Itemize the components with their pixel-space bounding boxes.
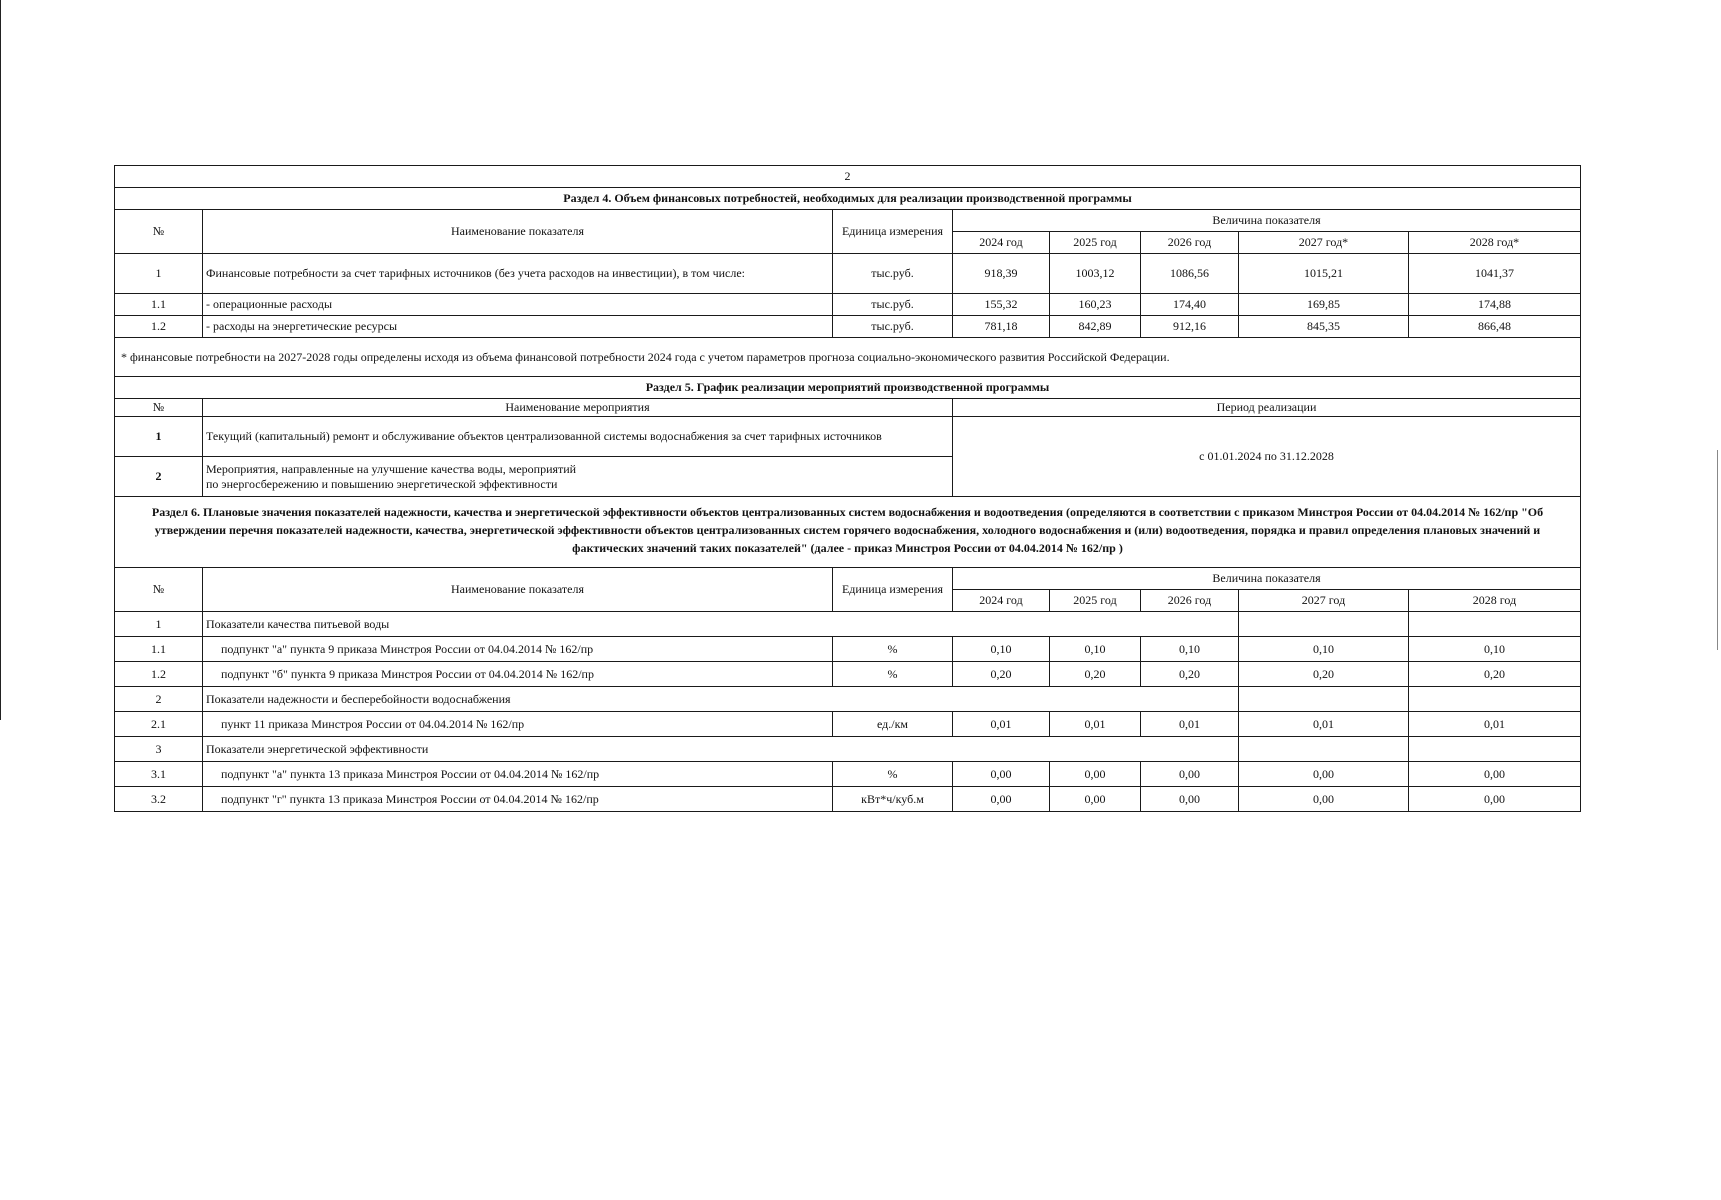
row-value: 0,00	[953, 762, 1050, 787]
scan-edge-line	[0, 0, 1, 720]
table-row	[115, 417, 1581, 457]
row-name-line: Мероприятия, направленные на улучшение качества воды, мероприятий	[206, 461, 577, 476]
row-name: подпункт "б" пункта 9 приказа Минстроя России от 04.04.2014 № 162/пр	[203, 662, 833, 687]
group-num: 2	[115, 687, 203, 712]
table-row	[115, 637, 1581, 662]
group-name: Показатели качества питьевой воды	[203, 612, 1239, 637]
s4-col-unit: Единица измерения	[833, 210, 953, 254]
row-value: 1003,12	[1050, 254, 1141, 294]
group-name: Показатели надежности и бесперебойности водоснабжения	[203, 687, 1239, 712]
row-value: 866,48	[1409, 316, 1581, 338]
row-value: 0,20	[1409, 662, 1581, 687]
row-unit: ед./км	[833, 712, 953, 737]
row-value: 0,00	[1050, 762, 1141, 787]
empty-cell	[1239, 612, 1409, 637]
row-value: 0,00	[1141, 787, 1239, 812]
row-name: пункт 11 приказа Минстроя России от 04.04.2014 № 162/пр	[203, 712, 833, 737]
row-value: 0,00	[1239, 762, 1409, 787]
row-name: подпункт "а" пункта 13 приказа Минстроя России от 04.04.2014 № 162/пр	[203, 762, 833, 787]
s5-col-name: Наименование мероприятия	[203, 399, 953, 417]
table-row	[115, 316, 1581, 338]
table-row	[115, 762, 1581, 787]
row-value: 155,32	[953, 294, 1050, 316]
s6-year: 2025 год	[1050, 590, 1141, 612]
row-num: 1.1	[115, 637, 203, 662]
row-value: 174,40	[1141, 294, 1239, 316]
page-number: 2	[115, 166, 1581, 188]
row-value: 0,10	[1050, 637, 1141, 662]
table-row	[115, 712, 1581, 737]
row-unit: %	[833, 762, 953, 787]
row-value: 1015,21	[1239, 254, 1409, 294]
s6-year: 2028 год	[1409, 590, 1581, 612]
empty-cell	[1239, 737, 1409, 762]
empty-cell	[1409, 687, 1581, 712]
row-value: 0,00	[953, 787, 1050, 812]
row-value: 0,01	[1239, 712, 1409, 737]
group-row	[115, 687, 1581, 712]
row-value: 0,10	[1409, 637, 1581, 662]
row-num: 3.1	[115, 762, 203, 787]
program-table	[114, 165, 1581, 812]
s6-col-value: Величина показателя	[953, 568, 1581, 590]
row-unit: кВт*ч/куб.м	[833, 787, 953, 812]
s6-year: 2027 год	[1239, 590, 1409, 612]
row-name: - расходы на энергетические ресурсы	[203, 316, 833, 338]
row-value: 0,01	[1050, 712, 1141, 737]
group-num: 3	[115, 737, 203, 762]
row-value: 0,00	[1141, 762, 1239, 787]
row-value: 0,10	[953, 637, 1050, 662]
table-row	[115, 662, 1581, 687]
row-value: 160,23	[1050, 294, 1141, 316]
row-name: Финансовые потребности за счет тарифных источников (без учета расходов на инвестиции), в том числе:	[203, 254, 833, 294]
row-num: 1.2	[115, 662, 203, 687]
row-unit: %	[833, 637, 953, 662]
row-value: 0,10	[1141, 637, 1239, 662]
s6-year: 2026 год	[1141, 590, 1239, 612]
group-name: Показатели энергетической эффективности	[203, 737, 1239, 762]
row-num: 2.1	[115, 712, 203, 737]
row-name: подпункт "г" пункта 13 приказа Минстроя России от 04.04.2014 № 162/пр	[203, 787, 833, 812]
row-name	[203, 457, 953, 497]
s4-col-num: №	[115, 210, 203, 254]
table-row	[115, 254, 1581, 294]
row-name: подпункт "а" пункта 9 приказа Минстроя России от 04.04.2014 № 162/пр	[203, 637, 833, 662]
section4-title: Раздел 4. Объем финансовых потребностей, необходимых для реализации производственной программы	[115, 188, 1581, 210]
row-value: 918,39	[953, 254, 1050, 294]
s4-col-value: Величина показателя	[953, 210, 1581, 232]
s6-col-unit: Единица измерения	[833, 568, 953, 612]
row-value: 1041,37	[1409, 254, 1581, 294]
section5-title: Раздел 5. График реализации мероприятий производственной программы	[115, 377, 1581, 399]
row-value: 0,20	[953, 662, 1050, 687]
s4-col-name: Наименование показателя	[203, 210, 833, 254]
s5-period-value: с 01.01.2024 по 31.12.2028	[953, 417, 1581, 497]
empty-cell	[1409, 612, 1581, 637]
s4-year: 2024 год	[953, 232, 1050, 254]
row-unit: %	[833, 662, 953, 687]
row-unit: тыс.руб.	[833, 316, 953, 338]
s4-year: 2026 год	[1141, 232, 1239, 254]
row-value: 912,16	[1141, 316, 1239, 338]
s6-col-num: №	[115, 568, 203, 612]
table-row	[115, 294, 1581, 316]
row-value: 845,35	[1239, 316, 1409, 338]
row-num: 1.2	[115, 316, 203, 338]
section6-title: Раздел 6. Плановые значения показателей надежности, качества и энергетической эффективности объектов централизованных систем водоснабжения и водоотведения (определяются в соответствии с приказом Минстроя России от 04.04.2014 № 162/пр "Об утверждении перечня показателей надежности, качества, энергетической эффективности объектов централизованных систем горячего водоснабжения, холодного водоснабжения и (или) водоотведения, порядка и правил определения плановых значений и фактических значений таких показателей" (далее - приказ Минстроя России от 04.04.2014 № 162/пр )	[115, 497, 1581, 568]
s4-year: 2028 год*	[1409, 232, 1581, 254]
s6-year: 2024 год	[953, 590, 1050, 612]
row-value: 0,10	[1239, 637, 1409, 662]
row-num: 1	[115, 254, 203, 294]
row-num: 1.1	[115, 294, 203, 316]
section4-footnote: * финансовые потребности на 2027-2028 годы определены исходя из объема финансовой потребности 2024 года с учетом параметров прогноза социально-экономического развития Российской Федерации.	[115, 338, 1581, 377]
empty-cell	[1239, 687, 1409, 712]
group-row	[115, 737, 1581, 762]
row-value: 0,01	[1141, 712, 1239, 737]
row-name: Текущий (капитальный) ремонт и обслуживание объектов централизованной системы водоснабжения за счет тарифных источников	[203, 417, 953, 457]
row-value: 0,20	[1141, 662, 1239, 687]
row-unit: тыс.руб.	[833, 254, 953, 294]
row-value: 0,20	[1050, 662, 1141, 687]
row-num: 2	[115, 457, 203, 497]
row-unit: тыс.руб.	[833, 294, 953, 316]
s6-col-name: Наименование показателя	[203, 568, 833, 612]
row-value: 0,00	[1409, 762, 1581, 787]
empty-cell	[1409, 737, 1581, 762]
row-value: 174,88	[1409, 294, 1581, 316]
group-num: 1	[115, 612, 203, 637]
row-value: 0,01	[953, 712, 1050, 737]
row-value: 781,18	[953, 316, 1050, 338]
group-row	[115, 612, 1581, 637]
s4-year: 2027 год*	[1239, 232, 1409, 254]
row-num: 1	[115, 417, 203, 457]
row-value: 0,00	[1239, 787, 1409, 812]
row-value: 0,20	[1239, 662, 1409, 687]
row-value: 0,00	[1409, 787, 1581, 812]
row-value: 842,89	[1050, 316, 1141, 338]
s5-col-period: Период реализации	[953, 399, 1581, 417]
table-row	[115, 787, 1581, 812]
row-num: 3.2	[115, 787, 203, 812]
row-value: 0,00	[1050, 787, 1141, 812]
scan-edge-line	[1717, 450, 1718, 650]
row-value: 0,01	[1409, 712, 1581, 737]
row-value: 1086,56	[1141, 254, 1239, 294]
s5-col-num: №	[115, 399, 203, 417]
row-name: - операционные расходы	[203, 294, 833, 316]
row-name-line: по энергосбережению и повышению энергетической эффективности	[206, 476, 558, 491]
s4-year: 2025 год	[1050, 232, 1141, 254]
row-value: 169,85	[1239, 294, 1409, 316]
